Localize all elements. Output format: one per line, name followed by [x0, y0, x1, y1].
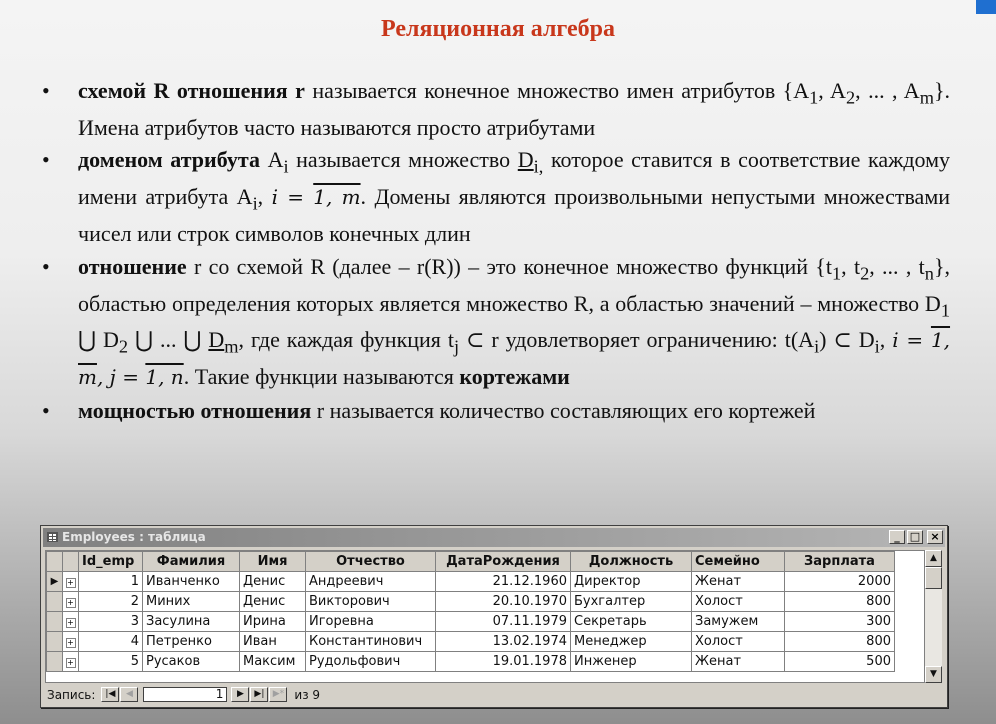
sub: i — [814, 336, 820, 357]
cell[interactable]: Бухгалтер — [571, 592, 692, 612]
sub: 2 — [118, 336, 129, 357]
math-overline: 1, m — [78, 328, 951, 390]
expand-row-button[interactable] — [63, 572, 79, 592]
text: называется конечное множество имен атрибутов {A — [304, 78, 810, 103]
expand-header — [63, 552, 79, 572]
column-header[interactable]: Зарплата — [785, 552, 895, 572]
close-button[interactable]: × — [927, 530, 943, 544]
table-row[interactable] — [47, 652, 895, 672]
maximize-button[interactable]: □ — [907, 530, 923, 544]
table-row[interactable] — [47, 572, 895, 592]
column-header[interactable]: Отчество — [306, 552, 436, 572]
table-row[interactable] — [47, 632, 895, 652]
column-header[interactable]: Должность — [571, 552, 692, 572]
text: называется множество — [288, 147, 518, 173]
cell[interactable]: 5 — [79, 652, 143, 672]
expand-row-button[interactable] — [63, 592, 79, 612]
cell[interactable]: Менеджер — [571, 632, 692, 652]
cell[interactable]: Холост — [692, 592, 785, 612]
cell[interactable]: 1 — [79, 572, 143, 592]
cell[interactable]: Андреевич — [306, 572, 436, 592]
scroll-down-button[interactable]: ▼ — [925, 666, 942, 683]
cell[interactable]: Женат — [692, 572, 785, 592]
table-row[interactable] — [47, 592, 895, 612]
plus-icon: + — [67, 598, 74, 607]
window-title: Employees : таблица — [62, 530, 206, 544]
cell[interactable]: Денис — [240, 572, 306, 592]
cell[interactable]: Директор — [571, 572, 692, 592]
text: r со схемой R (далее – r(R)) – это конечное множество функций {t — [186, 253, 832, 279]
term-tuples: кортежами — [459, 364, 570, 390]
cell[interactable]: 500 — [785, 652, 895, 672]
text: , где каждая функция t — [238, 327, 454, 353]
cell[interactable]: Викторович — [306, 592, 436, 612]
first-record-button[interactable]: |◀ — [101, 687, 119, 702]
column-header[interactable]: Имя — [240, 552, 306, 572]
text: . Такие функции называются — [183, 364, 460, 390]
cell[interactable]: 300 — [785, 612, 895, 632]
text: }. Имена атрибутов часто называются просто атрибутами — [78, 78, 951, 140]
cell[interactable]: Петренко — [143, 632, 240, 652]
cell[interactable]: 3 — [79, 612, 143, 632]
text: ⊂ r удовлетворяет ограничению: t(A — [459, 327, 815, 353]
table-icon — [47, 532, 58, 542]
sub: 2 — [845, 87, 856, 108]
bullet-schema — [36, 76, 950, 142]
record-navigation-bar — [45, 685, 925, 704]
scroll-up-button[interactable]: ▲ — [925, 550, 942, 567]
math-overline: 1, m — [313, 185, 361, 210]
cell[interactable]: Русаков — [143, 652, 240, 672]
text: r называется количество составляющих его кортежей — [311, 397, 816, 423]
cell[interactable]: Иван — [240, 632, 306, 652]
sub: m — [224, 336, 239, 357]
column-header[interactable]: Семейно — [692, 552, 785, 572]
cell[interactable]: 21.12.1960 — [436, 572, 571, 592]
cell[interactable]: 800 — [785, 632, 895, 652]
record-number-input[interactable]: 1 — [143, 687, 227, 702]
cell[interactable]: 07.11.1979 — [436, 612, 571, 632]
current-record-indicator[interactable]: ▶ — [47, 572, 63, 592]
term-schema: схемой R отношения r — [78, 78, 305, 103]
sub: 2 — [860, 263, 870, 284]
cell[interactable]: Замужем — [692, 612, 785, 632]
select-all-corner[interactable] — [47, 552, 63, 572]
window-controls — [889, 530, 943, 544]
plus-icon: + — [67, 658, 74, 667]
sub: i — [874, 336, 880, 357]
text: , — [879, 327, 893, 353]
plus-icon: + — [67, 618, 74, 627]
sub: 1 — [809, 87, 819, 108]
column-header[interactable]: ДатаРождения — [436, 552, 571, 572]
corner-marker — [976, 0, 996, 14]
text: A — [259, 147, 284, 173]
text: D — [208, 327, 225, 353]
sub: i — [252, 193, 258, 214]
sub: 1 — [940, 299, 950, 320]
sub: i — [283, 156, 289, 177]
prev-record-button[interactable]: ◀ — [120, 687, 138, 702]
row-selector[interactable] — [47, 612, 63, 632]
expand-row-button[interactable] — [63, 652, 79, 672]
column-header[interactable]: Id_emp — [79, 552, 143, 572]
cell[interactable]: Максим — [240, 652, 306, 672]
new-record-button[interactable]: ▶* — [269, 687, 287, 702]
sub: n — [924, 263, 934, 284]
cell[interactable]: Женат — [692, 652, 785, 672]
cell[interactable]: Денис — [240, 592, 306, 612]
scroll-thumb[interactable] — [925, 567, 942, 589]
cell[interactable]: Константинович — [306, 632, 436, 652]
expand-row-button[interactable] — [63, 612, 79, 632]
domain-symbol — [517, 147, 544, 177]
slide-title: Реляционная алгебра — [381, 16, 615, 42]
cell[interactable]: Инженер — [571, 652, 692, 672]
text: , ... , t — [869, 253, 925, 279]
last-record-button[interactable]: ▶| — [250, 687, 268, 702]
row-selector[interactable] — [47, 592, 63, 612]
math-range — [272, 185, 361, 209]
term-relation: отношение — [78, 253, 187, 279]
math-text: i = — [271, 185, 314, 210]
window-titlebar[interactable] — [43, 528, 945, 547]
cell[interactable]: Холост — [692, 632, 785, 652]
text: }, областью определения которых является множество R, а областью значений – множество D — [78, 253, 950, 316]
text: которое ставится в соответствие каждому имени атрибута A — [78, 147, 951, 210]
minimize-button[interactable]: _ — [889, 530, 905, 544]
row-selector[interactable] — [47, 632, 63, 652]
expand-row-button[interactable] — [63, 632, 79, 652]
bullet-list — [36, 76, 950, 428]
cell[interactable]: 800 — [785, 592, 895, 612]
math-overline: 1, n — [145, 365, 184, 390]
cell[interactable]: 19.01.1978 — [436, 652, 571, 672]
cell[interactable]: Засулина — [143, 612, 240, 632]
table-row[interactable] — [47, 612, 895, 632]
vertical-scrollbar[interactable] — [925, 550, 942, 683]
cell[interactable]: 20.10.1970 — [436, 592, 571, 612]
plus-icon: + — [67, 638, 74, 647]
cell[interactable]: Миних — [143, 592, 240, 612]
bullet-cardinality — [36, 396, 950, 426]
sub: j — [453, 336, 460, 357]
text: . Домены являются произвольными непустыми множествами чисел или строк символов конечных длин — [78, 184, 951, 247]
math-text: i = — [892, 328, 931, 353]
text: ⋃ ... ⋃ — [128, 327, 209, 353]
sub: 1 — [831, 263, 842, 284]
column-header[interactable]: Фамилия — [143, 552, 240, 572]
cell[interactable]: Ирина — [240, 612, 306, 632]
record-label: Запись: — [47, 687, 96, 702]
cell[interactable]: 13.02.1974 — [436, 632, 571, 652]
plus-icon: + — [67, 578, 74, 587]
cell[interactable]: Рудольфович — [306, 652, 436, 672]
term-domain: доменом атрибута — [78, 147, 260, 173]
cell[interactable]: Иванченко — [143, 572, 240, 592]
text: , — [257, 184, 272, 210]
text: ) ⊂ D — [819, 327, 875, 353]
cell[interactable]: Секретарь — [571, 612, 692, 632]
text: , ... , A — [855, 78, 920, 103]
sub: m — [919, 87, 934, 108]
bullet-domain — [36, 145, 950, 248]
text: , t — [841, 253, 861, 279]
cell[interactable]: Игоревна — [306, 612, 436, 632]
next-record-button[interactable]: ▶ — [231, 687, 249, 702]
cell[interactable]: 2 — [79, 592, 143, 612]
cell[interactable]: 4 — [79, 632, 143, 652]
employees-table-window — [40, 525, 948, 708]
header-row — [47, 552, 895, 572]
text: ⋃ D — [78, 327, 119, 353]
employees-table — [46, 551, 895, 672]
text: , A — [818, 78, 846, 103]
domain-m-symbol — [208, 327, 239, 357]
cell[interactable]: 2000 — [785, 572, 895, 592]
bullet-relation — [36, 252, 950, 393]
term-cardinality: мощностью отношения — [78, 397, 312, 423]
math-text: , j = — [96, 365, 146, 390]
text: D — [517, 147, 534, 173]
record-total: из 9 — [294, 687, 321, 702]
datasheet-grid — [45, 550, 925, 683]
row-selector[interactable] — [47, 652, 63, 672]
sub: i, — [533, 156, 544, 177]
